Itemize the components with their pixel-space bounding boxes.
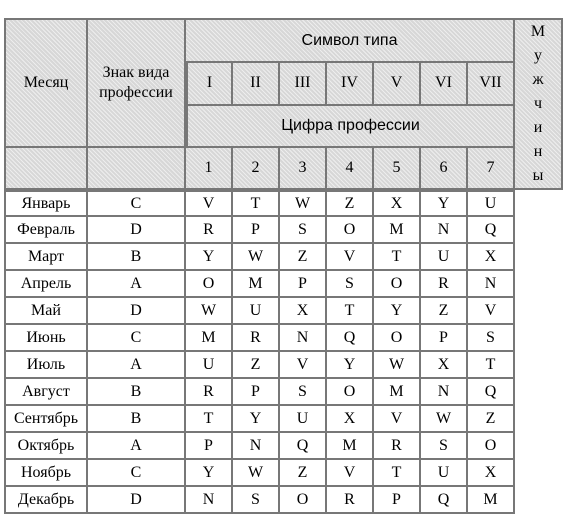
table-row [4,433,563,460]
symbol-cell: O [280,487,327,514]
table-row [4,352,563,379]
digit-label: 3 [280,148,327,190]
roman-numeral: VII [468,63,515,105]
digit-label: 6 [421,148,468,190]
month-cell: Июль [4,352,88,379]
symbol-cell: Y [186,460,233,487]
blank-cell [4,148,88,190]
symbol-cell: N [233,433,280,460]
side-label-men [515,18,563,190]
digit-label: 7 [468,148,515,190]
symbol-cell: X [327,406,374,433]
digit-label: 4 [327,148,374,190]
symbol-cell: Z [421,298,468,325]
roman-numeral: III [280,63,327,105]
symbol-cell: R [186,379,233,406]
side-letter: ж [532,71,544,88]
header-month: Месяц [4,18,88,148]
header-sign: Знак вида профессии [88,18,186,148]
sign-cell: C [88,190,186,217]
symbol-cell: O [374,271,421,298]
header-digit: Цифра профессии [186,106,515,148]
table-header [4,18,563,190]
blank-cell [88,148,186,190]
symbol-cell: P [233,217,280,244]
month-cell: Февраль [4,217,88,244]
profession-table-wrapper [4,18,563,514]
digit-label: 2 [233,148,280,190]
symbol-cell: T [327,298,374,325]
table-row [4,379,563,406]
side-letter: и [533,119,543,136]
symbol-cell: N [468,271,515,298]
roman-numeral: V [374,63,421,105]
symbol-cell: W [233,460,280,487]
symbol-cell: S [327,271,374,298]
symbol-cell: O [374,325,421,352]
sign-cell: B [88,379,186,406]
table-row [4,406,563,433]
symbol-cell: M [374,217,421,244]
symbol-cell: N [280,325,327,352]
symbol-cell: P [421,325,468,352]
roman-numeral: I [186,63,233,105]
month-cell: Ноябрь [4,460,88,487]
symbol-cell: M [233,271,280,298]
symbol-cell: U [421,460,468,487]
symbol-cell: V [327,244,374,271]
symbol-cell: Q [421,487,468,514]
symbol-cell: S [280,379,327,406]
sign-cell: C [88,460,186,487]
symbol-cell: W [280,190,327,217]
symbol-cell: Q [468,379,515,406]
symbol-cell: O [468,433,515,460]
table-row [4,244,563,271]
table-row [4,298,563,325]
symbol-cell: V [468,298,515,325]
side-letter: ч [533,95,543,112]
symbol-cell: X [374,190,421,217]
profession-table [4,18,563,514]
symbol-cell: W [374,352,421,379]
side-letter: у [533,47,542,64]
symbol-cell: V [186,190,233,217]
symbol-cell: P [374,487,421,514]
symbol-cell: O [327,217,374,244]
digit-label: 5 [374,148,421,190]
symbol-cell: R [186,217,233,244]
sign-cell: A [88,433,186,460]
sign-cell: D [88,217,186,244]
symbol-cell: S [233,487,280,514]
symbol-cell: W [186,298,233,325]
symbol-cell: P [233,379,280,406]
symbol-cell: R [374,433,421,460]
digit-label: 1 [186,148,233,190]
month-cell: Декабрь [4,487,88,514]
side-letter: М [530,23,546,40]
symbol-cell: T [374,460,421,487]
symbol-cell: Q [468,217,515,244]
table-row [4,271,563,298]
symbol-cell: O [186,271,233,298]
symbol-cell: Y [421,190,468,217]
side-letter: н [533,143,543,160]
month-cell: Апрель [4,271,88,298]
symbol-cell: P [186,433,233,460]
symbol-cell: X [468,244,515,271]
digit-row [4,148,563,190]
symbol-cell: Z [233,352,280,379]
sign-cell: D [88,298,186,325]
symbol-cell: X [468,460,515,487]
month-cell: Май [4,298,88,325]
symbol-cell: U [186,352,233,379]
symbol-cell: Y [233,406,280,433]
roman-numeral: IV [327,63,374,105]
symbol-cell: U [233,298,280,325]
symbol-cell: Q [280,433,327,460]
side-letters [531,20,545,188]
symbol-cell: U [421,244,468,271]
symbol-cell: U [280,406,327,433]
symbol-cell: P [280,271,327,298]
sign-cell: D [88,487,186,514]
symbol-cell: T [374,244,421,271]
sign-cell: B [88,244,186,271]
symbol-cell: Z [468,406,515,433]
sign-cell: C [88,325,186,352]
symbol-cell: Q [327,325,374,352]
symbol-cell: V [280,352,327,379]
side-letter: ы [532,167,544,184]
symbol-cell: Z [327,190,374,217]
symbol-cell: W [421,406,468,433]
symbol-cell: S [468,325,515,352]
table-row [4,217,563,244]
symbol-cell: U [468,190,515,217]
table-row [4,487,563,514]
table-row [4,190,563,217]
table-row [4,460,563,487]
symbol-cell: X [280,298,327,325]
symbol-cell: M [186,325,233,352]
symbol-cell: M [468,487,515,514]
symbol-cell: V [327,460,374,487]
symbol-cell: Z [280,460,327,487]
table-body [4,190,563,514]
table-row [4,325,563,352]
roman-numeral: II [233,63,280,105]
month-cell: Сентябрь [4,406,88,433]
sign-cell: B [88,406,186,433]
symbol-cell: M [327,433,374,460]
symbol-cell: T [233,190,280,217]
symbol-cell: R [421,271,468,298]
month-cell: Июнь [4,325,88,352]
symbol-cell: R [233,325,280,352]
sign-cell: A [88,271,186,298]
roman-numeral: VI [421,63,468,105]
symbol-cell: T [468,352,515,379]
header-symbol: Символ типа [186,18,515,63]
symbol-cell: N [186,487,233,514]
symbol-cell: S [421,433,468,460]
month-cell: Октябрь [4,433,88,460]
symbol-cell: Y [186,244,233,271]
symbol-cell: M [374,379,421,406]
symbol-cell: T [186,406,233,433]
symbol-cell: S [280,217,327,244]
symbol-cell: Y [374,298,421,325]
symbol-cell: Z [280,244,327,271]
symbol-cell: O [327,379,374,406]
symbol-cell: R [327,487,374,514]
symbol-cell: N [421,379,468,406]
sign-cell: A [88,352,186,379]
symbol-cell: X [421,352,468,379]
symbol-cell: V [374,406,421,433]
month-cell: Март [4,244,88,271]
month-cell: Август [4,379,88,406]
symbol-cell: N [421,217,468,244]
symbol-cell: Y [327,352,374,379]
month-cell: Январь [4,190,88,217]
symbol-cell: W [233,244,280,271]
